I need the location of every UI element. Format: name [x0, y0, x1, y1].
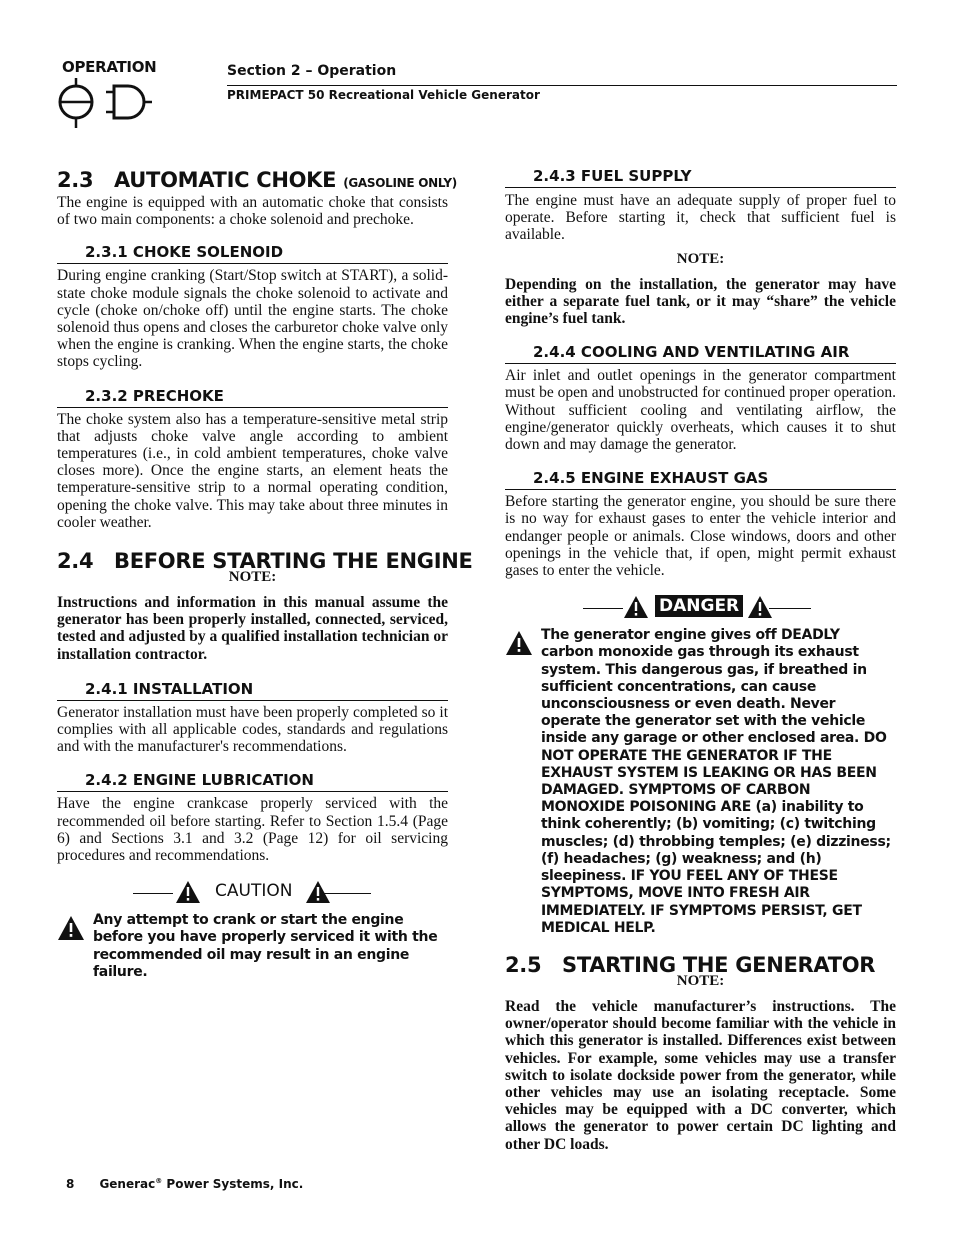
cooling-text: Air inlet and outlet openings in the generator compartment must be open and unobstructed for continued proper operation. Without sufficient cooling and ventilating airflow, the engine/generator quickly overheats, which causes it to shut down and may damage the generator. [505, 367, 896, 454]
warning-triangle-icon [305, 880, 331, 904]
installation-note: Instructions and information in this manual assume the generator has been properly installed, connected, serviced, tested and adjusted by a qualified installation technician or installation contractor. [57, 594, 448, 663]
choke-intro: The engine is equipped with an automatic choke that consists of two main components: a choke solenoid and prechoke. [57, 194, 448, 229]
warning-triangle-icon [505, 630, 533, 656]
note-label: NOTE: [676, 972, 725, 989]
danger-label: DANGER [655, 595, 743, 617]
warning-triangle-icon [623, 595, 649, 619]
lubrication-text: Have the engine crankcase properly serviced with the recommended oil before starting. Refer to Section 1.5.4 (Page 6) and Sections 3.1 and 3.2 (Page 12) for oil servicing procedures and recommendations. [57, 795, 448, 865]
company-name-rest: Power Systems, Inc. [162, 1177, 304, 1191]
danger-text: The generator engine gives off DEADLY carbon monoxide gas through its exhaust system. This dangerous gas, if breathed in sufficient concentrations, can cause unconsciousness or even death. Never operate the generator set with the vehicle inside any garage or other enclosed area. DO NOT OPERATE THE GENERATOR IF THE EXHAUST SYSTEM IS LEAKING OR HAS BEEN DAMAGED. SYMPTOMS OF CARBON MONOXIDE POISONING ARE (a) inability to think coherently; (b) vomiting; (c) twitching muscles; (d) throbbing temples; (e) dizziness; (f) headaches; (g) weakness; and (h) sleepiness. IF YOU FEEL ANY OF THESE SYMPTOMS, MOVE INTO FRESH AIR IMMEDIATELY. IF SYMPTOMS PERSIST, GET MEDICAL HELP. [541, 627, 891, 936]
operation-label: OPERATION [62, 58, 157, 76]
heading-title: AUTOMATIC CHOKE [114, 168, 337, 192]
manual-subtitle: PRIMEPACT 50 Recreational Vehicle Generator [227, 88, 540, 102]
prechoke-text: The choke system also has a temperature-sensitive metal strip that adjusts choke valve angle according to ambient temperatures (i.e., in cold ambient temperatures, choke valve closes more). Once the engine starts, an element heats the temperature-sensitive strip to a normal operating condition, opening the choke valve. This may take about three minutes in cooler weather. [57, 410, 448, 531]
heading-2-4-5: 2.4.5 ENGINE EXHAUST GAS [505, 468, 896, 490]
heading-qualifier: (GASOLINE ONLY) [343, 176, 457, 190]
heading-2-4-2: 2.4.2 ENGINE LUBRICATION [57, 770, 448, 792]
heading-number: 2.4 [57, 549, 94, 574]
note-label: NOTE: [228, 569, 277, 586]
right-column [505, 166, 896, 1153]
heading-2-3-2: 2.3.2 PRECHOKE [57, 386, 448, 408]
registered-mark: ® [155, 1177, 163, 1185]
caution-bar [57, 878, 448, 908]
page-number: 8 [66, 1177, 75, 1191]
fuel-tank-note: Depending on the installation, the generator may have either a separate fuel tank, or it may “share” the vehicle engine’s fuel tank. [505, 275, 896, 328]
heading-2-4-3: 2.4.3 FUEL SUPPLY [505, 166, 896, 188]
note-label: NOTE: [676, 250, 725, 267]
starting-note: Read the vehicle manufacturer’s instructions. The owner/operator should become familiar with the vehicle in which this generator is installed. Differences exist between vehicles. For example, some vehicles may use a transfer switch to isolate dockside power from the generator, while other vehicles may use an isolating receptacle. Some vehicles may be equipped with a DC converter, which allows the generator to power certain DC lighting and other DC loads. [505, 997, 896, 1153]
heading-2-3-1: 2.3.1 CHOKE SOLENOID [57, 242, 448, 264]
heading-number: 2.5 [505, 952, 542, 977]
plug-socket-icon [56, 78, 156, 130]
header-rule [227, 85, 897, 86]
fuel-supply-text: The engine must have an adequate supply of proper fuel to operate. Before starting it, check that sufficient fuel is available. [505, 192, 896, 244]
heading-title: BEFORE STARTING THE ENGINE [114, 549, 473, 574]
heading-title: STARTING THE GENERATOR [562, 952, 876, 977]
danger-bar [505, 593, 896, 623]
exhaust-text: Before starting the generator engine, you should be sure there is no way for exhaust gases to enter the vehicle interior and endanger people or animals. Close windows, doors and other openings in the vehicle that, if open, might permit exhaust gases to enter the vehicle. [505, 493, 896, 580]
company-name: Generac [99, 1177, 156, 1191]
left-column [57, 166, 473, 981]
danger-message [505, 627, 896, 937]
caution-message [57, 912, 448, 981]
heading-number: 2.3 [57, 168, 94, 192]
heading-2-3 [57, 166, 457, 197]
installation-text: Generator installation must have been properly completed so it complies with all applicable codes, standards and regulations and with the manufacturer's recommendations. [57, 703, 448, 756]
heading-2-4-4: 2.4.4 COOLING AND VENTILATING AIR [505, 342, 896, 364]
section-title: Section 2 – Operation [227, 63, 397, 79]
heading-2-4-1: 2.4.1 INSTALLATION [57, 679, 448, 701]
caution-text: Any attempt to crank or start the engine before you have properly serviced it with the recommended oil may result in an engine failure. [93, 912, 438, 980]
warning-triangle-icon [175, 880, 201, 904]
choke-solenoid-text: During engine cranking (Start/Stop switch at START), a solid-state choke module signals the choke solenoid to activate and cycle (choke on/choke off) until the engine starts. The choke solenoid thus opens and closes the carburetor choke valve only when the engine is cranking. When the engine starts, the choke stops cycling. [57, 267, 448, 371]
caution-label: CAUTION [215, 881, 293, 902]
warning-triangle-icon [57, 915, 85, 941]
warning-triangle-icon [747, 595, 773, 619]
page-footer [66, 1177, 303, 1191]
